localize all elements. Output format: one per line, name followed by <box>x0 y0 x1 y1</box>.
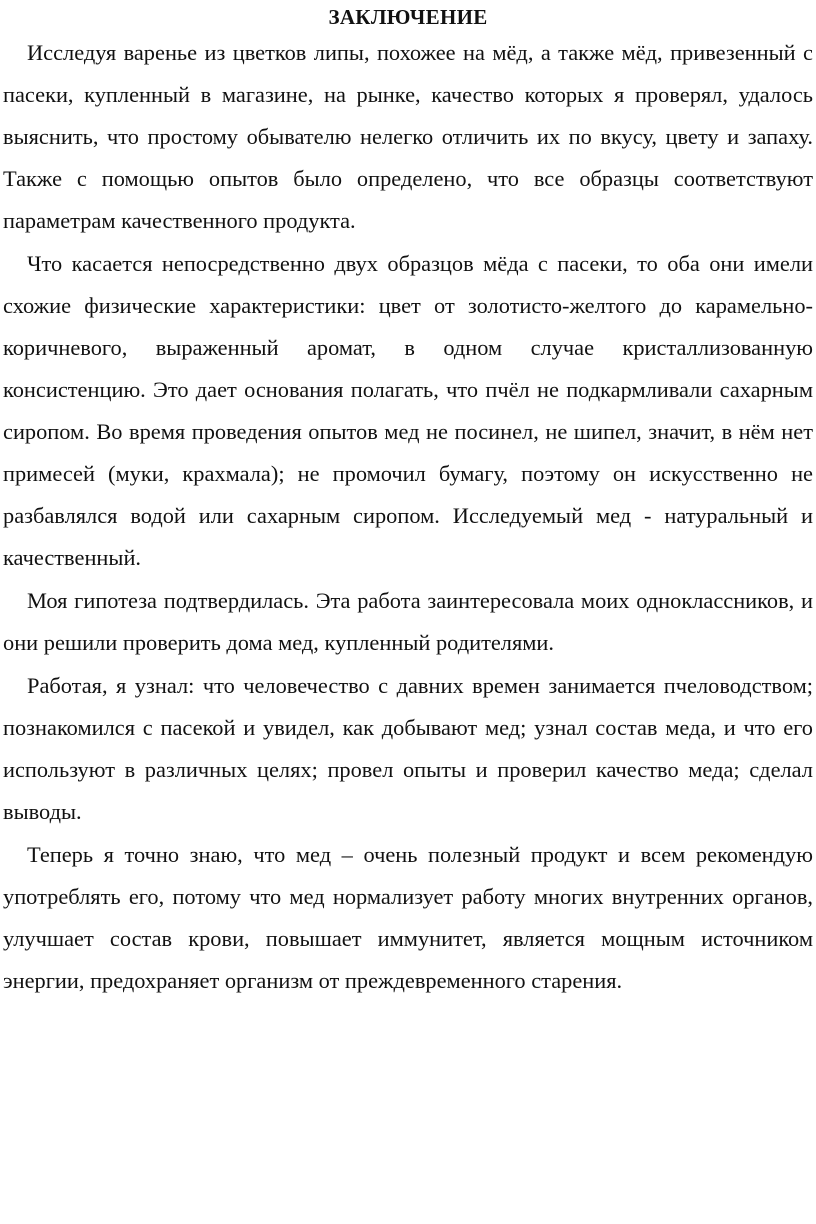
paragraph-2: Что касается непосредственно двух образцов мёда с пасеки, то оба они имели схожие физические характеристики: цвет от золотисто-желтого до карамельно-коричневого, выраженный аромат, в одном случае кристаллизованную консистенцию. Это дает основания полагать, что пчёл не подкармливали сахарным сиропом. Во время проведения опытов мед не посинел, не шипел, значит, в нём нет примесей (муки, крахмала); не промочил бумагу, поэтому он искусственно не разбавлялся водой или сахарным сиропом. Исследуемый мед - натуральный и качественный. <box>3 251 813 570</box>
paragraph-3: Моя гипотеза подтвердилась. Эта работа заинтересовала моих одноклассников, и они решили проверить дома мед, купленный родителями. <box>3 588 813 655</box>
paragraph-4: Работая, я узнал: что человечество с давних времен занимается пчеловодством; познакомился с пасекой и увидел, как добывают мед; узнал состав меда, и что его используют в различных целях; провел опыты и проверил качество меда; сделал выводы. <box>3 673 813 824</box>
paragraph-1: Исследуя варенье из цветков липы, похожее на мёд, а также мёд, привезенный с пасеки, купленный в магазине, на рынке, качество которых я проверял, удалось выяснить, что простому обывателю нелегко отличить их по вкусу, цвету и запаху. Также с помощью опытов было определено, что все образцы соответствуют параметрам качественного продукта. <box>3 40 813 233</box>
page-title: ЗАКЛЮЧЕНИЕ <box>328 5 488 29</box>
paragraph-5: Теперь я точно знаю, что мед – очень полезный продукт и всем рекомендую употреблять его, потому что мед нормализует работу многих внутренних органов, улучшает состав крови, повышает иммунитет, является мощным источником энергии, предохраняет организм от преждевременного старения. <box>3 842 813 993</box>
